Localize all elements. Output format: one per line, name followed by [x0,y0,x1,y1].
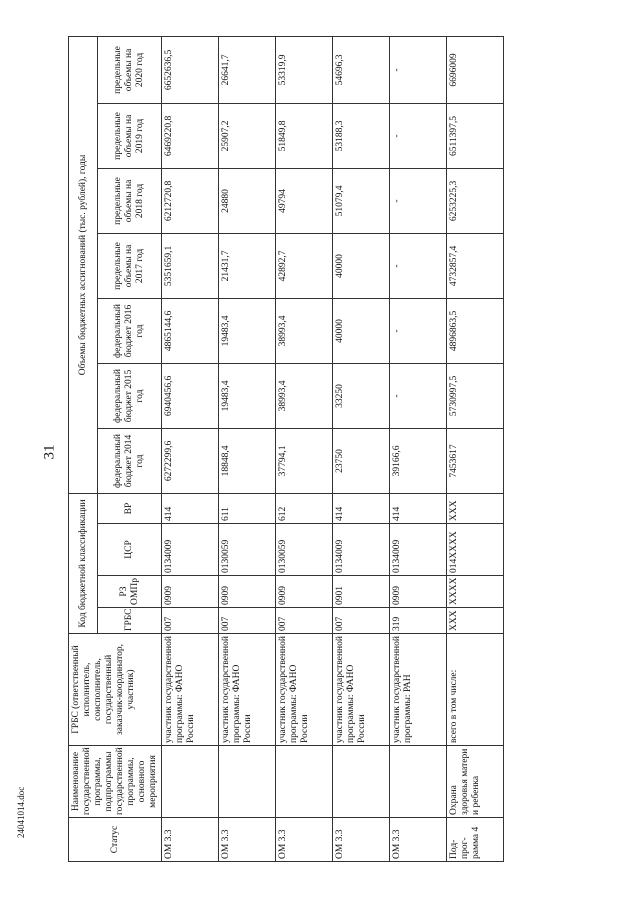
cell-value: 4896863,5 [447,298,504,363]
cell-value: 6469220,8 [162,103,219,168]
cell-name: Охрана здоровья матери и ребенка [447,746,504,818]
cell-name [162,746,219,818]
cell-value: 4865144,6 [162,298,219,363]
cell-code: 0909 [219,576,276,608]
cell-value: 19483,4 [219,298,276,363]
cell-grbs: участник государственной программы: ФАНО России [276,634,333,746]
cell-status: ОМ 3.3 [276,818,333,862]
cell-code: 014XXXX [447,524,504,576]
cell-status: ОМ 3.3 [219,818,276,862]
cell-value: 5730997,5 [447,363,504,428]
table-row [276,36,333,861]
header-year-col: федеральный бюджет 2016 год [98,298,162,363]
cell-value: 39166,6 [390,428,447,493]
cell-value: 40000 [333,233,390,298]
cell-value: 54696,3 [333,36,390,103]
header-code-col: ГРБС [98,608,162,634]
cell-value: 19483,4 [219,363,276,428]
cell-name [219,746,276,818]
cell-value: 33250 [333,363,390,428]
cell-value: 21431,7 [219,233,276,298]
header-code-group: Код бюджетной классификации [69,493,98,633]
page-number: 31 [41,444,58,460]
cell-code: 007 [219,608,276,634]
cell-value: - [390,233,447,298]
cell-value: 53188,3 [333,103,390,168]
cell-code: XXX [447,493,504,523]
cell-value: - [390,103,447,168]
cell-code: 0901 [333,576,390,608]
cell-grbs: всего в том числе: [447,634,504,746]
cell-code: XXXX [447,576,504,608]
table-row [162,36,219,861]
header-year-col: предельные объемы на 2017 год [98,233,162,298]
header-volume-group: Объемы бюджетных ассигнований (тыс. рублей), годы [69,36,98,493]
cell-status: Под-прог-рамма 4 [447,818,504,862]
cell-code: 0909 [390,576,447,608]
cell-grbs: участник государственной программы: ФАНО России [162,634,219,746]
cell-status: ОМ 3.3 [333,818,390,862]
cell-status: ОМ 3.3 [162,818,219,862]
cell-name [276,746,333,818]
cell-grbs: участник государственной программы: ФАНО России [333,634,390,746]
cell-value: 37794,1 [276,428,333,493]
table-row [333,36,390,861]
table-row [219,36,276,861]
header-year-col: предельные объемы на 2020 год [98,36,162,103]
cell-value: 6696009 [447,36,504,103]
cell-value: 42892,7 [276,233,333,298]
cell-value: 49794 [276,168,333,233]
rotated-table-container [68,37,640,862]
cell-value: 40000 [333,298,390,363]
table-row [390,36,447,861]
cell-value: 51849,8 [276,103,333,168]
cell-code: 0130059 [276,524,333,576]
cell-code: 007 [333,608,390,634]
cell-value: 6940456,6 [162,363,219,428]
cell-value: 23750 [333,428,390,493]
cell-code: 0134009 [390,524,447,576]
cell-status: ОМ 3.3 [390,818,447,862]
cell-code: 0134009 [333,524,390,576]
cell-value: 6652636,5 [162,36,219,103]
cell-code: 0134009 [162,524,219,576]
cell-grbs: участник государственной программы: РАН [390,634,447,746]
cell-code: 414 [390,493,447,523]
cell-code: 0909 [276,576,333,608]
cell-code: 414 [162,493,219,523]
cell-code: 0130059 [219,524,276,576]
cell-value: 6272299,6 [162,428,219,493]
cell-value: 6212720,8 [162,168,219,233]
cell-value: - [390,363,447,428]
cell-name [390,746,447,818]
cell-code: XXX [447,608,504,634]
cell-value: - [390,298,447,363]
cell-code: 611 [219,493,276,523]
cell-code: 0909 [162,576,219,608]
cell-value: 4732857,4 [447,233,504,298]
cell-value: 51079,4 [333,168,390,233]
cell-value: 53319,9 [276,36,333,103]
cell-value: 6253225,3 [447,168,504,233]
header-code-col: ЦСР [98,524,162,576]
header-code-col: ВР [98,493,162,523]
cell-value: 7453617 [447,428,504,493]
header-grbs: ГРБС (ответственный исполнитель, соисполнитель, государственный заказчик-координатор, участник) [69,634,162,746]
header-year-col: федеральный бюджет 2015 год [98,363,162,428]
cell-value: 26641,7 [219,36,276,103]
cell-value: 38993,4 [276,363,333,428]
footer-filename: 24041014.doc [16,786,26,838]
header-year-col: предельные объемы на 2018 год [98,168,162,233]
cell-value: - [390,36,447,103]
cell-value: 18848,4 [219,428,276,493]
cell-value: 38993,4 [276,298,333,363]
cell-grbs: участник государственной программы: ФАНО России [219,634,276,746]
table-row [447,36,504,861]
header-year-col: федеральный бюджет 2014 год [98,428,162,493]
header-year-col: предельные объемы на 2019 год [98,103,162,168]
cell-value: 24880 [219,168,276,233]
header-code-col: РЗ ОМПр [98,576,162,608]
budget-table [68,36,504,862]
cell-code: 319 [390,608,447,634]
header-name: Наименование государственной программы, подпрограммы государственной программы, основного мероприятия [69,746,162,818]
cell-value: 6511397,5 [447,103,504,168]
cell-value: 25907,2 [219,103,276,168]
cell-value: - [390,168,447,233]
header-status: Статус [69,818,162,862]
cell-code: 612 [276,493,333,523]
cell-code: 414 [333,493,390,523]
cell-value: 5351659,1 [162,233,219,298]
cell-code: 007 [276,608,333,634]
cell-code: 007 [162,608,219,634]
cell-name [333,746,390,818]
